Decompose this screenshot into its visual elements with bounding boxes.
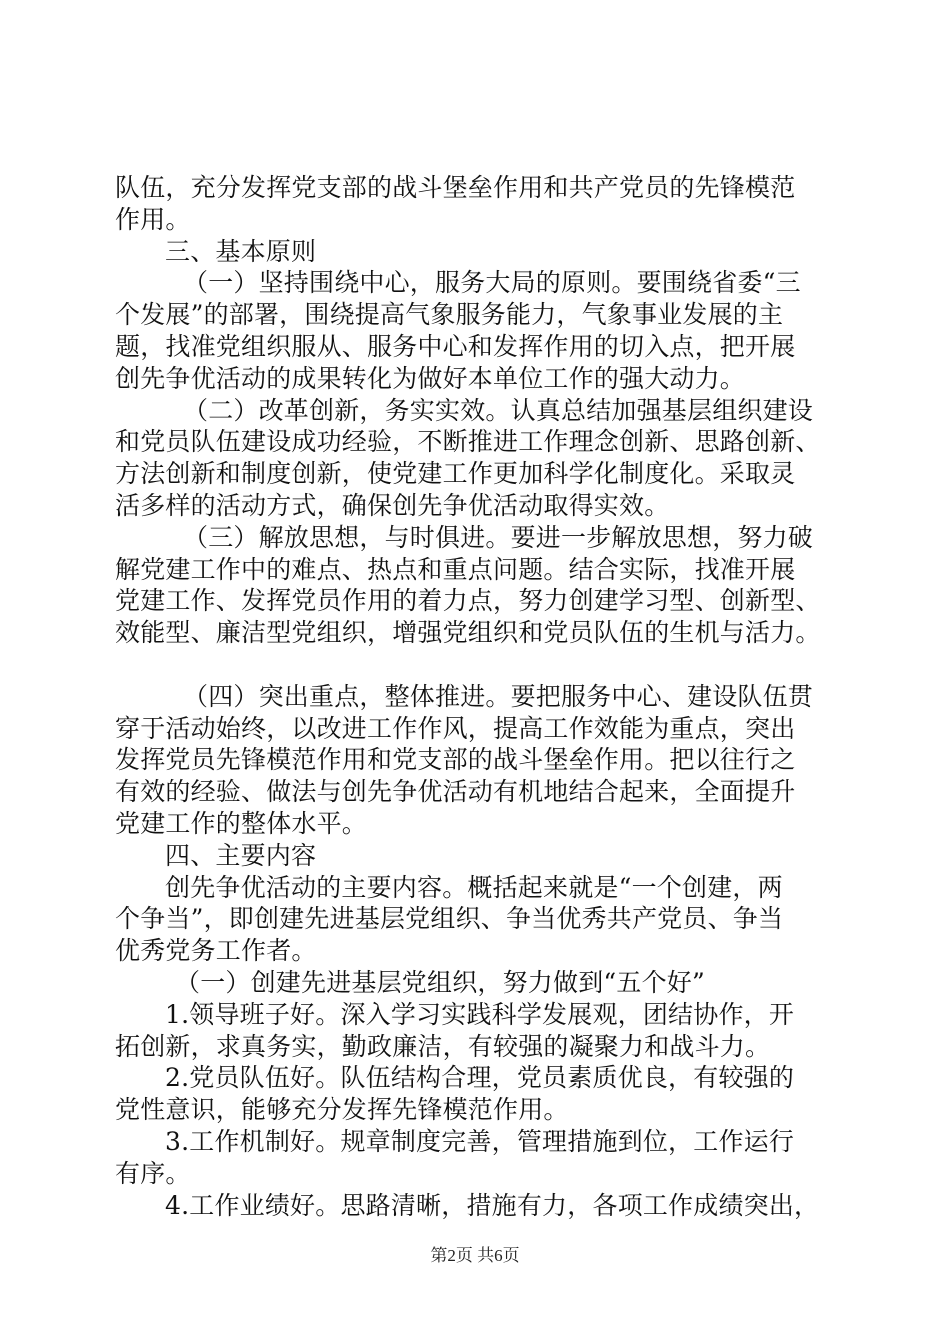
- text-line: 2.党员队伍好。队伍结构合理，党员素质优良，有较强的: [165, 1063, 795, 1093]
- text-line: 和党员队伍建设成功经验，不断推进工作理念创新、思路创新、: [115, 427, 821, 457]
- text-line: 个争当”，即创建先进基层党组织、争当优秀共产党员、争当: [115, 904, 784, 934]
- text-line: （二）改革创新，务实实效。认真总结加强基层组织建设: [183, 395, 814, 425]
- text-line: 有效的经验、做法与创先争优活动有机地结合起来，全面提升: [115, 777, 796, 807]
- text-line: （一）坚持围绕中心，服务大局的原则。要围绕省委“三: [183, 268, 801, 298]
- text-line: 4.工作业绩好。思路清晰，措施有力，各项工作成绩突出，: [165, 1190, 820, 1220]
- text-line: 三、基本原则: [165, 236, 317, 266]
- text-line: 穿于活动始终，以改进工作作风，提高工作效能为重点，突出: [115, 713, 796, 743]
- text-line: 解党建工作中的难点、热点和重点问题。结合实际，找准开展: [115, 554, 796, 584]
- text-line: 效能型、廉洁型党组织，增强党组织和党员队伍的生机与活力。: [115, 618, 821, 648]
- text-line: 队伍，充分发挥党支部的战斗堡垒作用和共产党员的先锋模范: [115, 173, 796, 202]
- text-line: 有序。: [115, 1158, 191, 1188]
- text-line: 党性意识，能够充分发挥先锋模范作用。: [115, 1095, 569, 1125]
- text-line: 个发展”的部署，围绕提高气象服务能力，气象事业发展的主: [115, 300, 784, 330]
- text-line: （一）创建先进基层党组织，努力做到“五个好”: [175, 967, 705, 997]
- text-line: 活多样的活动方式，确保创先争优活动取得实效。: [115, 490, 670, 520]
- document-body: [115, 172, 855, 1221]
- text-line: 四、主要内容: [165, 840, 317, 870]
- text-line: 党建工作的整体水平。: [115, 808, 368, 838]
- text-line: 创先争优活动的主要内容。概括起来就是“一个创建，两: [165, 872, 783, 902]
- text-line: 3.工作机制好。规章制度完善，管理措施到位，工作运行: [165, 1126, 795, 1156]
- text-line: 发挥党员先锋模范作用和党支部的战斗堡垒作用。把以往行之: [115, 745, 796, 775]
- text-line: 1.领导班子好。深入学习实践科学发展观，团结协作，开: [165, 999, 795, 1029]
- text-line: 题，找准党组织服从、服务中心和发挥作用的切入点，把开展: [115, 331, 796, 361]
- text-line: （四）突出重点，整体推进。要把服务中心、建设队伍贯: [183, 681, 814, 711]
- text-line: 优秀党务工作者。: [115, 936, 317, 966]
- text-line: （三）解放思想，与时俱进。要进一步解放思想，努力破: [183, 522, 814, 552]
- text-line: 方法创新和制度创新，使党建工作更加科学化制度化。采取灵: [115, 459, 796, 489]
- blank-line: [115, 649, 855, 681]
- text-line: 拓创新，求真务实，勤政廉洁，有较强的凝聚力和战斗力。: [115, 1031, 771, 1061]
- page-footer: 第2页 共6页: [430, 1246, 520, 1265]
- text-line: 作用。: [115, 204, 191, 234]
- text-line: 党建工作、发挥党员作用的着力点，努力创建学习型、创新型、: [115, 586, 821, 616]
- text-line: 创先争优活动的成果转化为做好本单位工作的强大动力。: [115, 363, 746, 393]
